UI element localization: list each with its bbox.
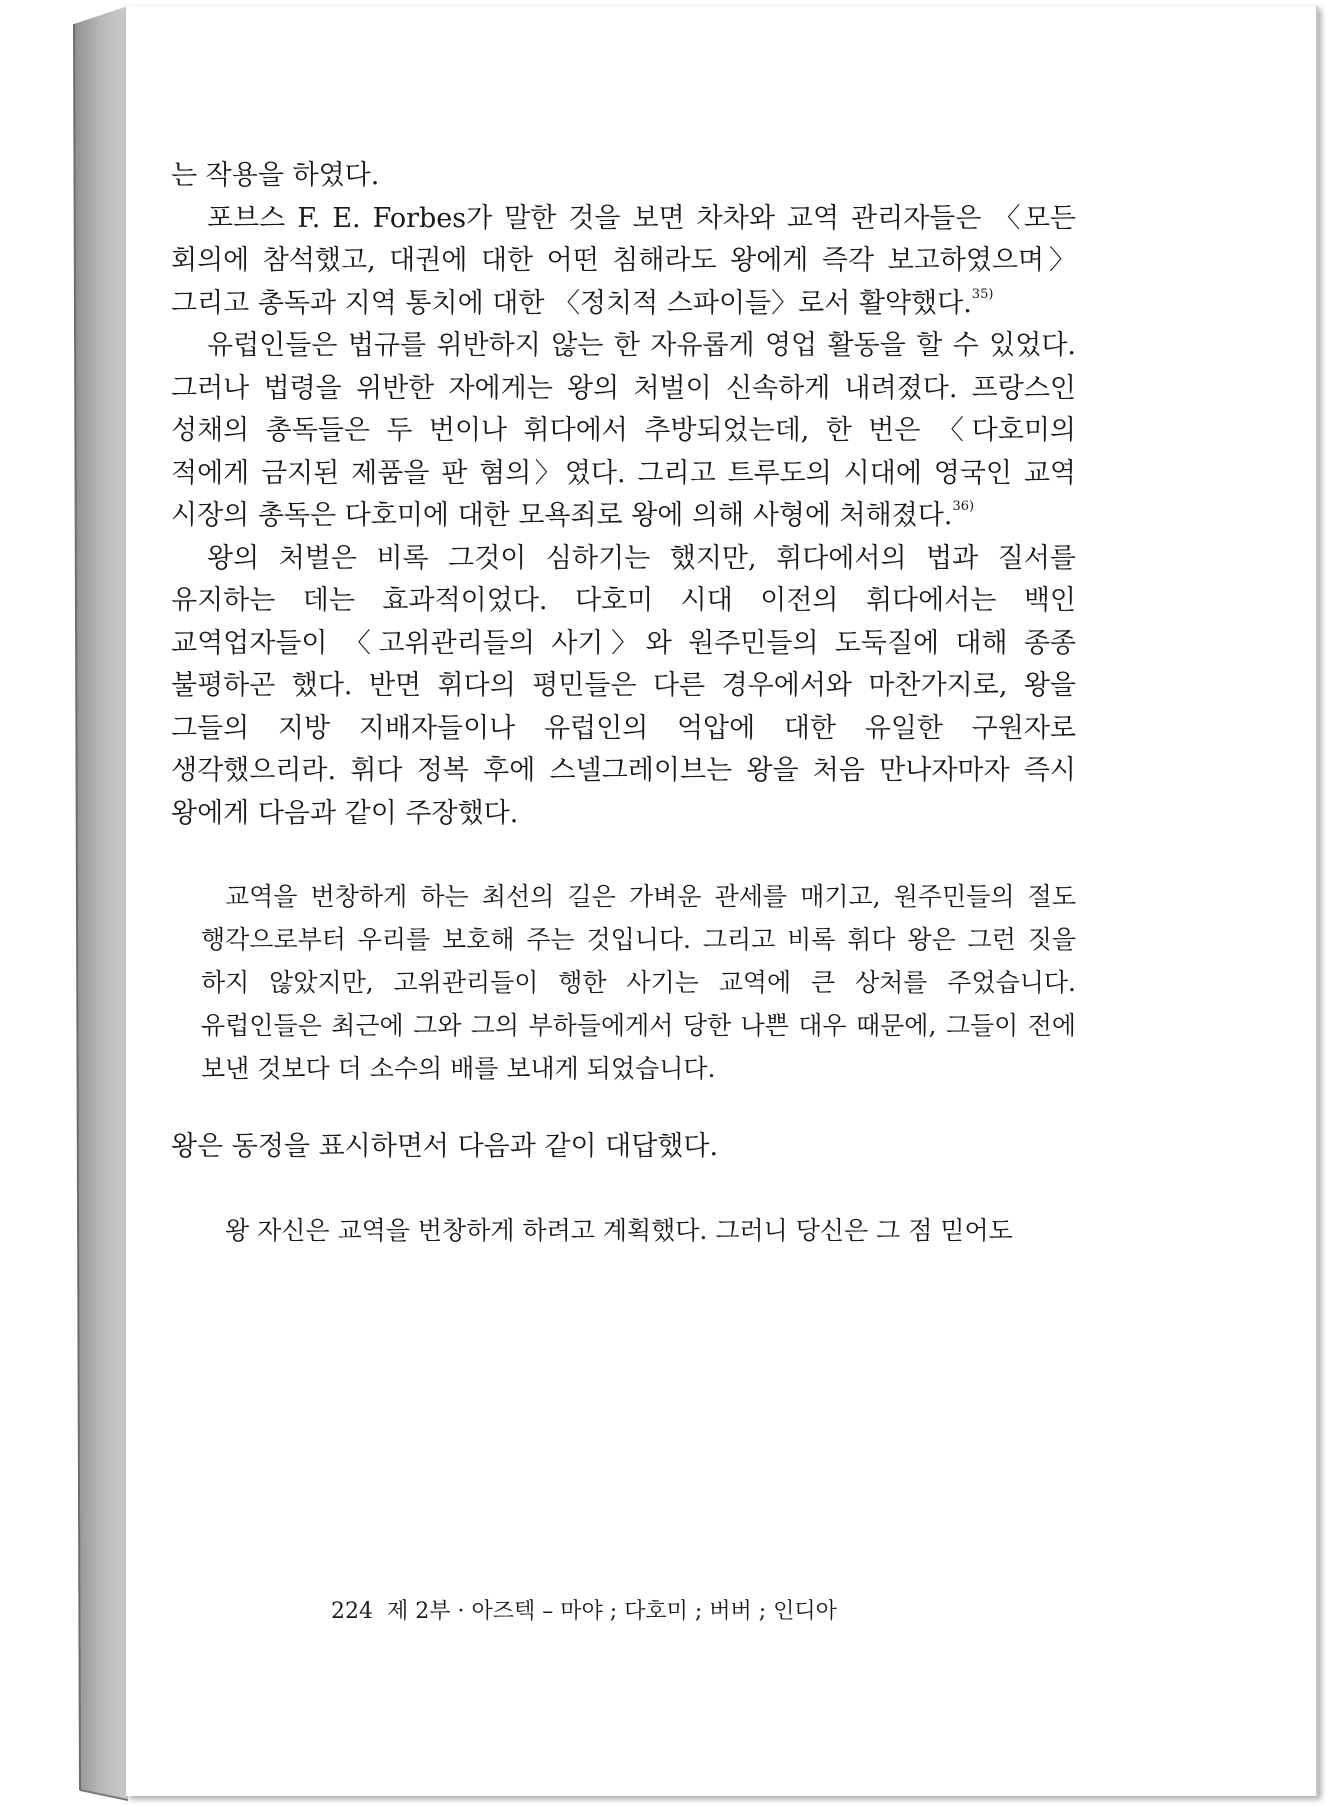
book-edge-graphic <box>0 0 140 1806</box>
running-head: 제 2부 · 아즈텍 – 마야 ; 다호미 ; 버버 ; 인디아 <box>387 1599 837 1624</box>
footnote-marker: 35) <box>971 286 994 302</box>
paragraph: 왕의 처벌은 비록 그것이 심하기는 했지만, 휘다에서의 법과 질서를 유지하는 데는 효과적이었다. 다호미 시대 이전의 휘다에서는 백인 교역업자들이 〈고위관리들의 사기〉와 원주민들의 도둑질에 대해 종종 불평하곤 했다. 반면 휘다의 평민들은 다른 경우에서와 마찬가지로, 왕을 그들의 지방 지배자들이나 유럽인의 억압에 대한 유일한 구원자로 생각했으리라. 휘다 정복 후에 스넬그레이브는 왕을 처음 만나자마자 즉시 왕에게 다음과 같이 주장했다. <box>171 542 1076 829</box>
block-quote: 왕 자신은 교역을 번창하게 하려고 계획했다. 그러니 당신은 그 점 믿어도 <box>225 1215 1013 1245</box>
footnote-marker: 36) <box>952 499 975 514</box>
page-number: 224 <box>331 1599 373 1624</box>
page-footer <box>331 1594 837 1625</box>
paragraph: 포브스 F. E. Forbes가 말한 것을 보면 차차와 교역 관리자들은 〈모든 회의에 참석했고, 대권에 대한 어떤 침해라도 왕에게 즉각 보고하였으며〉 그리고 총독과 지역 통치에 대한 〈정치적 스파이들〉로서 활약했다.$^{35)}$ <box>171 202 1076 319</box>
body-text <box>171 155 1076 1252</box>
paragraph: 왕은 동정을 표시하면서 다음과 같이 대답했다. <box>171 1131 719 1162</box>
paragraph: 는 작용을 하였다. <box>171 160 380 191</box>
block-quote: 교역을 번창하게 하는 최선의 길은 가벼운 관세를 매기고, 원주민들의 절도 행각으로부터 우리를 보호해 주는 것입니다. 그리고 비록 휘다 왕은 그런 짓을 하지 않았지만, 고위관리들이 행한 사기는 교역에 큰 상처를 주었습니다. 유럽인들은 최근에 그와 그의 부하들에게서 당한 나쁜 대우 때문에, 그들이 전에 보낸 것보다 더 소수의 배를 보내게 되었습니다. <box>201 882 1076 1083</box>
book-spine <box>0 0 140 1806</box>
paragraph: 유럽인들은 법규를 위반하지 않는 한 자유롭게 영업 활동을 할 수 있었다. 그러나 법령을 위반한 자에게는 왕의 처벌이 신속하게 내려졌다. 프랑스인 성채의 총독들은 두 번이나 휘다에서 추방되었는데, 한 번은 〈다호미의 적에게 금지된 제품을 판 혐의〉였다. 그리고 트루도의 시대에 영국인 교역 시장의 총독은 다호미에 대한 모욕죄로 왕에 의해 사형에 처해졌다.$^{36)}$ <box>171 330 1076 531</box>
